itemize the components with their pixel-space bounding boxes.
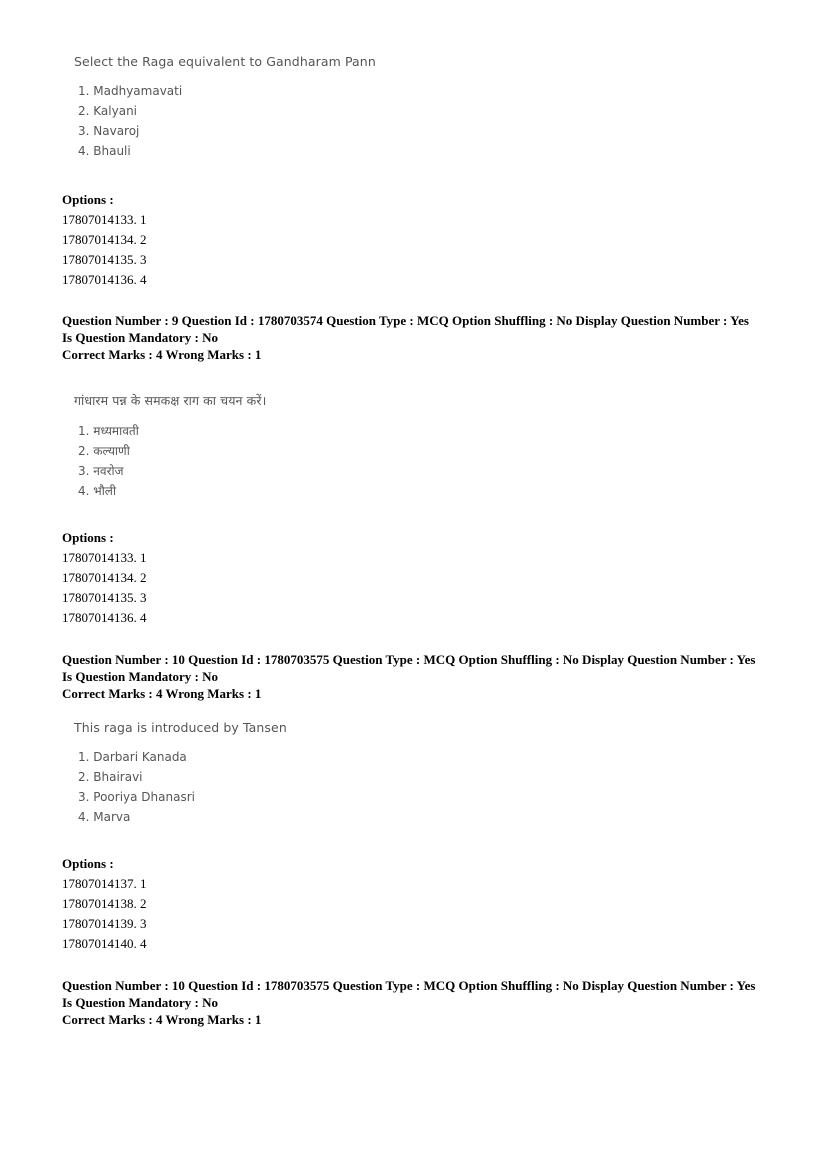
choice-item: 2. Kalyani [78, 104, 138, 118]
option-row: 17807014140. 4 [62, 936, 147, 951]
option-row: 17807014134. 2 [62, 232, 147, 247]
question-marks-line: Correct Marks : 4 Wrong Marks : 1 [62, 1012, 262, 1027]
option-row: 17807014136. 4 [62, 272, 147, 287]
option-row: 17807014135. 3 [62, 590, 147, 605]
option-row: 17807014133. 1 [62, 212, 147, 227]
question-mandatory-line: Is Question Mandatory : No [62, 995, 219, 1010]
option-row: 17807014135. 3 [62, 252, 147, 267]
choice-item: 3. Navaroj [78, 124, 140, 138]
question-marks-line: Correct Marks : 4 Wrong Marks : 1 [62, 686, 262, 701]
choice-list [62, 747, 287, 827]
choice-item: 1. Madhyamavati [78, 84, 183, 98]
choice-item: 3. Pooriya Dhanasri [78, 790, 195, 804]
question-prompt: This raga is introduced by Tansen [74, 720, 287, 735]
option-row: 17807014136. 4 [62, 610, 147, 625]
choice-item: 4. भौली [78, 484, 117, 498]
option-row: 17807014138. 2 [62, 896, 147, 911]
options-section [62, 528, 147, 628]
question-header [62, 312, 749, 363]
options-section [62, 190, 147, 290]
question-header [62, 651, 755, 702]
question-image-tansen-en [62, 720, 287, 827]
choice-list [62, 421, 266, 501]
choice-item: 3. नवरोज [78, 464, 124, 478]
options-label: Options : [62, 856, 114, 871]
question-prompt: Select the Raga equivalent to Gandharam Pann [74, 54, 376, 69]
question-mandatory-line: Is Question Mandatory : No [62, 330, 219, 345]
choice-item: 4. Bhauli [78, 144, 131, 158]
question-meta-line: Question Number : 9 Question Id : 1780703574 Question Type : MCQ Option Shuffling : No Display Question Number : Yes [62, 313, 749, 328]
question-image-gandharam-en [62, 54, 376, 161]
question-image-gandharam-hi [62, 392, 266, 501]
choice-item: 2. Bhairavi [78, 770, 143, 784]
option-row: 17807014139. 3 [62, 916, 147, 931]
question-header [62, 977, 755, 1028]
option-row: 17807014137. 1 [62, 876, 147, 891]
options-label: Options : [62, 192, 114, 207]
options-label: Options : [62, 530, 114, 545]
choice-list [62, 81, 376, 161]
question-marks-line: Correct Marks : 4 Wrong Marks : 1 [62, 347, 262, 362]
options-section [62, 854, 147, 954]
choice-item: 1. Darbari Kanada [78, 750, 187, 764]
question-mandatory-line: Is Question Mandatory : No [62, 669, 219, 684]
question-meta-line: Question Number : 10 Question Id : 1780703575 Question Type : MCQ Option Shuffling : No Display Question Number : Yes [62, 652, 756, 667]
option-row: 17807014133. 1 [62, 550, 147, 565]
choice-item: 1. मध्यमावती [78, 424, 139, 438]
question-prompt: गांधारम पन्न के समकक्ष राग का चयन करें। [74, 393, 267, 408]
choice-item: 2. कल्याणी [78, 444, 130, 458]
option-row: 17807014134. 2 [62, 570, 147, 585]
choice-item: 4. Marva [78, 810, 131, 824]
question-meta-line: Question Number : 10 Question Id : 1780703575 Question Type : MCQ Option Shuffling : No Display Question Number : Yes [62, 978, 756, 993]
